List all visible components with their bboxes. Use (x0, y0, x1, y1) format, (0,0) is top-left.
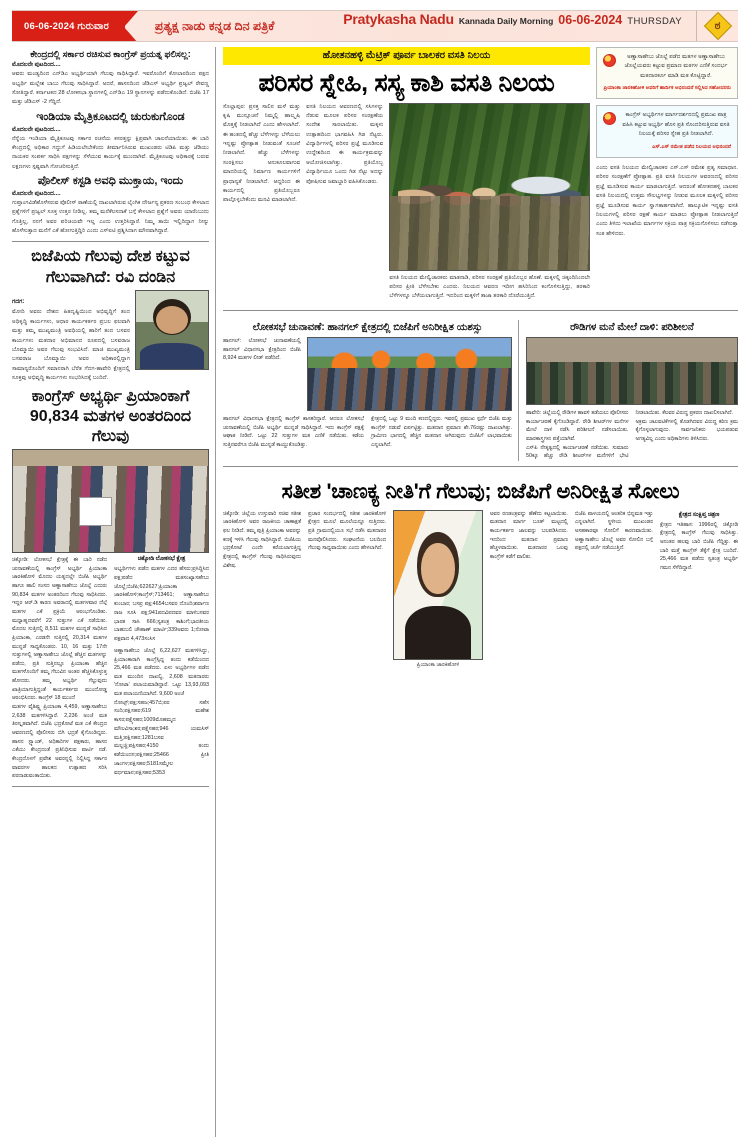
photo-figures (398, 143, 581, 219)
candidate-vote-stats: ಅಭ್ಯರ್ಥಿಗಳು ಪಡೆದ ಮತಗಳ ಎದರ ಹೆಸರು;ಪ್ರಸಿದ್ಧಿಸಿದ ಪಕ್ಷ;ಪಡೆದ ಮತಸಂಖ್ಯಾಸಹೇಬು ಜೊಲ್ಲೆ;ಬಿಜೆಪಿ;622627;ಪ್ರಿಯಾಂಕಾ ಜಾರಕಿಹೋಳಿ;ಕಾಂಗ್ರೆಸ್;713461; ಅಣ್ಣಾಸಾಹೇಬು ಕುಂಬಾರ; ಬಸಪ್ರ ಪಕ್ಷ;4654ಬಸವರ ದೊಂದಿ;ಶರ್ವಾಣ ರಾಜ ಸೂಸಿ ಪಕ್ಷ;941ಪದವಿಪದವರ ಮಾಳಿಬಸವರ ಭಾರತ ಸಾಸಿ 666;ಸ್ವತಂತ್ರ ಕಾಶಿಂಗೆ;ಭಾರತೀಯ ಬಾಹುಬಲಿ ಚೌಹಾಣ್ ಮಾರ್ಟಿ;339ಅವರು 1;ನೋಟಾ ಪಕ್ಷವಾದ 4,473ಸಂಸಿಸ (114, 566, 209, 643)
section-divider (223, 466, 738, 467)
story-4-text-wrap (12, 290, 209, 383)
police-raid-photo (526, 337, 738, 405)
tree-planting-photo (389, 103, 590, 271)
bottom-col-5 (660, 510, 738, 669)
bottom-col-1 (223, 510, 301, 669)
right-rail (596, 47, 738, 305)
section-divider (12, 786, 209, 787)
story-body-col5: ಕ್ಷೇತ್ರದ ಇತಿಹಾಸ: 1996ರಲ್ಲಿ ಚಿಕ್ಕೋಡಿ ಕ್ಷೇತ್ರದಲ್ಲಿ ಕಾಂಗ್ರೆಸ್ ಗೆಲುವು ಸಾಧಿಸಿತ್ತು. ಅನಂತರ ಹಲವು ಬಾರಿ ಬಿಜೆಪಿ ಗೆದ್ದಿತ್ತು. ಈ ಬಾರಿ ಮತ್ತೆ ಕಾಂಗ್ರೆಸ್ ತೆಕ್ಕೆಗೆ ಕ್ಷೇತ್ರ ಬಂದಿದೆ. 25,466 ಮತ ಪಡೆದು ಸ್ವತಂತ್ರ ಅಭ್ಯರ್ಥಿ ಗಮನ ಸೆಳೆದಿದ್ದಾರೆ. (659, 521, 738, 571)
story-kicker: ಮೊದಲನೇ ಪುಟದಿಂದ.... (12, 62, 61, 69)
story-tail-col2: ನೋಟ್ಸ್;ಪಕ್ಷ;ಸಹಜ;457ಬಿ;ಪರ ಸಹೆಸ ಸಂದಿ;ಪಕ್ಷಿಸಹರ;619 ಮಹೇಶ ಕಾಸರ;ಪಕ್ಷ್ಯೆಸಹರ;1009ಮೊಹಮ್ಮದ ಮೌಲವಿಸಾ;ಶರ;ಪಕ್ಷ್ಯೆಸಹರ;946 ಯಮಸಿಸ್ ಮತ್ತಿ;ಪಕ್ಷಿಸಹರ;1281ಬಸವ ಮಲ್ಲಜ್ಜಿ;ಪಕ್ಷಿಸಹರ;4150 ತಂದು ಕಡೆಯಿಂದಸ;ಪಕ್ಷಿಸಹರ;25466 ಪ್ರೀತಿ ಜಾಂಗಳ;ಪಕ್ಷಿಸಹರ;5181ಸಮ್ಮೇಲ ವರ್ಧಮಾನ;ಪಕ್ಷಿಸಹರ;5353 (114, 699, 209, 776)
section-divider (223, 310, 738, 311)
story-headline: ಪೊಲೀಸ್ ಕಸ್ಟಡಿ ಅವಧಿ ಮುಕ್ತಾಯ, ಇಂದು (37, 175, 184, 188)
brand-date: 06-06-2024 (558, 13, 623, 27)
masthead-brand (343, 11, 696, 41)
story-body: ಆವರು ಮಂಡ್ಯದಿಂದ ಎನ್‌ಡಿಎ ಅಭ್ಯರ್ಥಿಯಾಗಿ ಗೆಲುವು ಸಾಧಿಸಿದ್ದಾರೆ. ಇವರೊಂದಿಗೆ ಕೋಲಾರದಿಂದ ಪಕ್ಷದ ಅಭ್ಯರ್ಥಿ ಮಲ್ಲೇಶ ಬಾಬು ಗೆಲುವು ಸಾಧಿಸಿದ್ದಾರೆ. ಅದರೆ, ಹಾಸನದಿಂದ ಜೆಡಿಎಸ್ ಅಭ್ಯರ್ಥಿ ಪ್ರಜ್ವಲ್ ರೇವಣ್ಣ ಸೋತಿದ್ದಾರೆ. ಕರ್ನಾಟಕದ 28 ಲೋಕಸಭಾ ಸ್ಥಾನಗಳಲ್ಲಿ ಎನ್‌ಡಿಎ 19 ಸ್ಥಾನಗಳನ್ನು ಪಡೆದುಕೊಂಡಿದೆ. ಬಿಜೆಪಿ 17 ಮತ್ತು ಜೆಡಿಎಸ್ -2 ಗೆದ್ದಿದೆ. (12, 71, 209, 106)
left-story-2 (12, 111, 209, 172)
story-subhead: ಕ್ಷೇತ್ರದ ಸಂಕ್ಷಿಪ್ತ ಚಿತ್ರಣ (678, 511, 720, 518)
story-headline-line2: 90,834 ಮತಗಳ ಅಂತರದಿಂದ ಗೆಲುವು (29, 408, 192, 445)
bottom-col-2 (308, 510, 386, 669)
story-body-col1: ಹಾನಗಲ್ ವಿಧಾನಸಭಾ ಕ್ಷೇತ್ರದಲ್ಲಿ ಕಾಂಗ್ರೆಸ್ ಶಾಸಕರಿದ್ದಾರೆ. ಆದರೂ ಲೋಕಸಭೆ ಚುನಾವಣೆಯಲ್ಲಿ ಬಿಜೆಪಿ ಅಭ್ಯರ್ಥಿ ಮುನ್ನಡೆ ಸಾಧಿಸಿದ್ದಾರೆ. ಇದು ಕಾಂಗ್ರೆಸ್ ಪಕ್ಷಕ್ಕೆ ಆಘಾತ ನೀಡಿದೆ. ಒಟ್ಟು 22 ಸುತ್ತುಗಳ ಮತ ಎಣಿಕೆ ನಡೆಯಿತು. ಕಡೆಯ ಸುತ್ತಿನವರೆಗೂ ಬಿಜೆಪಿ ಮುನ್ನಡೆ ಕಾಯ್ದುಕೊಂಡಿತ್ತು. (223, 416, 364, 449)
red-bullet-icon (603, 54, 616, 67)
mid-section (223, 320, 738, 461)
group-award-photo (12, 449, 209, 553)
story-intro: ಹಾನಗಲ್: ಲೋಕಸಭೆ ಚುನಾವಣೆಯಲ್ಲಿ ಹಾನಗಲ್ ವಿಧಾನಸಭಾ ಕ್ಷೇತ್ರದಿಂದ ಬಿಜೆಪಿ 8,924 ಮತಗಳ ಲೀಡ್ ಪಡೆದಿದೆ. (223, 338, 301, 362)
story-body-col3: ಅವರ ರಣತಂತ್ರವನ್ನು ಹೆಣೆದು ಕಟ್ಟಲಾಯಿತು. ಮತದಾನ ಮಾರ್ಗ ಬೂತ್ ಮಟ್ಟದಲ್ಲಿ ಕಾರ್ಯಕರ್ತರ ಜಾಲವನ್ನು ಬಲಪಡಿಸಿದರು. ಇದರಿಂದ ಮತದಾನ ಪ್ರಮಾಣ ಹೆಚ್ಚಳವಾಯಿತು. ಮತದಾರರ ಒಲವು ಕಾಂಗ್ರೆಸ್ ಕಡೆಗೆ ವಾಲಿತು. (489, 510, 568, 560)
lead-main (223, 47, 590, 305)
portrait-caption: ಪ್ರಿಯಾಂಕಾ ಜಾರಕಿಹೋಳಿ (416, 661, 460, 668)
mid-a-top (223, 337, 512, 411)
left-story-4 (12, 247, 209, 383)
alert-text: ಕಾಂಗ್ರೆಸ್ ಅಭ್ಯರ್ಥಿಗಳ ಮಾರ್ಗದರ್ಶನದಲ್ಲಿ ಪ್ರಮುಖ ಪಾತ್ರ ವಹಿಸಿ ಕಟ್ಟುವ ಅಭ್ಯರ್ಥಿ ಹೊಸ ಪ್ರತಿ ಸೊಂದರಿಸುತ್ತಿರುವ ವಸತಿ ನಿಲಯಕ್ಕೆ ಪರಿಸರ ಸ್ನೇಹ ಪ್ರತಿ ನೀಡಲಾಗಿದೆ. (622, 112, 730, 138)
rail-alert-box-1 (596, 47, 738, 99)
story-headline: ಇಂಡಿಯಾ ಮೈತ್ರಿಕೂಟದಲ್ಲಿ ಚುರುಕುಗೊಂಡ (36, 110, 185, 123)
logo-glyph: ಠ (714, 19, 721, 32)
lead-columns (223, 103, 590, 305)
story-headline-line1: ಕಾಂಗ್ರೆಸ್ ಅಭ್ಯರ್ಥಿ ಪ್ರಿಯಾಂಕಾಗೆ (31, 387, 190, 405)
left-story-5 (12, 387, 209, 787)
story-body-col3: ಅಕ್ರಮ ಚಟುವಟಿಕೆಗಳಲ್ಲಿ ತೊಡಗಿದವರ ವಿರುದ್ಧ ಕಠಿಣ ಕ್ರಮ ಕೈಗೊಳ್ಳಲಾಗುವುದು. ಸಾರ್ವಜನಿಕರು ಭಯಪಡುವ ಅಗತ್ಯವಿಲ್ಲ ಎಂದು ಅಧಿಕಾರಿಗಳು ತಿಳಿಸಿದರು. (635, 418, 738, 443)
masthead-kannada-title: ಪ್ರತ್ಯಕ್ಷ ನಾಡು ಕನ್ನಡ ದಿನ ಪತ್ರಿಕೆ (154, 18, 275, 33)
alert-row (603, 53, 731, 81)
lead-text-col (223, 103, 300, 305)
portrait-shirt (140, 343, 203, 370)
story-headline: ರೌಡಿಗಳ ಮನೆ ಮೇಲೆ ದಾಳಿ: ಪರಿಶೀಲನೆ (570, 321, 694, 333)
main-content (216, 47, 738, 1137)
bjp-celebration-photo (307, 337, 512, 411)
left-story-3 (12, 175, 209, 236)
story-headline-line1: ಬಿಜೆಪಿಯ ಗೆಲುವು ದೇಶ ಕಟ್ಟುವ (31, 248, 190, 266)
story-5-columns (12, 556, 209, 781)
mid-story-police-raid (525, 320, 738, 461)
brand-name: Pratykasha Nadu (343, 11, 454, 27)
story-kicker: ಮೊದಲನೇ ಪುಟದಿಂದ.... (12, 126, 61, 133)
brand-subtitle: Kannada Daily Morning (458, 16, 554, 26)
story-body-col2: ಪ್ರಚಾರ ಸಂದರ್ಭದಲ್ಲಿ ಸತೀಶ ಜಾರಕಿಹೋಳಿ ಕ್ಷೇತ್ರದ ಮೂಲೆ ಮೂಲೆಯನ್ನೂ ಸುತ್ತಿದರು. ಪ್ರತಿ ಗ್ರಾಮದಲ್ಲಿಯೂ ಸಭೆ ನಡೆಸಿ ಮತದಾರರ ಮನವೊಲಿಸಿದರು. ಸಂಘಟನೆಯ ಬಲದಿಂದ ಗೆಲುವು ಸಾಧ್ಯವಾಯಿತು ಎಂದು ಹೇಳಲಾಗಿದೆ. (308, 510, 387, 552)
story-dateline: ಗದಗ: (12, 299, 25, 306)
story-body-col1: ಚಿಕ್ಕೋಡಿ: ಲೋಕಸಭೆ ಕ್ಷೇತ್ರಕ್ಕೆ ಈ ಬಾರಿ ನಡೆದ ಚುನಾವಣೆಯಲ್ಲಿ ಕಾಂಗ್ರೆಸ್ ಅಭ್ಯರ್ಥಿ ಪ್ರಿಯಾಂಕಾ ಜಾರಕಿಹೋಳಿ ಮೊದಲ ಯತ್ನದಲ್ಲೇ ಬಿಜೆಪಿ ಅಭ್ಯರ್ಥಿ ಹಾಗೂ ಹಾಲಿ ಸಂಸದ ಅಣ್ಣಾಸಾಹೇಬು ಜೊಲ್ಲೆ ಎದುರು 90,834 ಮತಗಳ ಅಂತರದಿಂದ ಗೆಲುವು ಸಾಧಿಸಿದರು. ಇದ್ದರ ಆರ್.ಡಿ ಕಾರಣ ಅವರಾದಲ್ಲಿ ಮತಗಳವಾರ ದೆಲ್ಗೆ ಮತಗಳ ಎಕೆ ಪ್ರಕ್ರಿಯೆ ಆರಂಭಗೊಂಡಿತು. ಮಧ್ಯಾಹ್ನದವರೆಗೆ 22 ಸುತ್ತುಗಳ ಎಕೆ ನಡೆಯಿತು. ಮೊದಲ ಸುತ್ತಿನಲ್ಲಿ 8,511 ಮತಗಳ ಮುನ್ನಡೆ ಸಾಧಿಸಿದ ಪ್ರಿಯಾಂಕಾ, ಎರಡನೇ ಸುತ್ತಿನಲ್ಲಿ 20,314 ಮತಗಳ ಮುನ್ನಡೆ ಸಾಧ್ಯಕೊಂಡರು. 10, 16 ಮತ್ತು 17ನೇ ಸುತ್ತುಗಳಲ್ಲಿ ಅಣ್ಣಾಸಾಹೇಬು ಜೊಲ್ಲೆ ಹೆಚ್ಚಿನ ಮತಗಳನ್ನು ಪಡೆದು, ಪ್ರತಿ ಸುತ್ತಿನಲ್ಲೂ ಪ್ರಿಯಾಂಕಾ ಹೆಚ್ಚಿನ ಮತಗಳೊಂದಿಗೆ ತಮ್ಮ ಗೆಲುವಿನ ಅಂತರ ಹೆಚ್ಚಿಸಿಕೊಳ್ಳುತ್ತ ಹೋದರು. ತಮ್ಮ ಅಭ್ಯರ್ಥಿ ಗೆಲ್ಲುವುದು ಖಾತ್ರಿಯಾಗುತ್ತಿದ್ದಂತೆ ಕಾರ್ಯಕರ್ತರು ಮುಂದೋಡ್ಡ ಆರಂಭಿಸಿದರು. ಕಾಂಗ್ರೆಸ್ 18 ಮುಂದೆ (12, 557, 107, 702)
story-headline: ಕೇಂದ್ರದಲ್ಲಿ ಸರ್ಕಾರ ರಚಿಸುವ ಕಾಂಗ್ರೆಸ್ ಪ್ರಯತ್ನ ಫಲಿಸಲ್ಲ: (30, 49, 191, 59)
masthead-spacer (274, 11, 343, 41)
bottom-headline: ಸತೀಶ 'ಚಾಣಕ್ಯ ನೀತಿ'ಗೆ ಗೆಲುವು; ಬಿಜೆಪಿಗೆ ಅನಿರೀಕ್ಷಿತ ಸೋಲು (281, 480, 680, 504)
lead-headline: ಪರಿಸರ ಸ್ನೇಹಿ, ಸಸ್ಯ ಕಾಶಿ ವಸತಿ ನಿಲಯ (258, 69, 555, 97)
rail-tail-body: ಎಂದು ವಸತಿ ನಿಲಯದ ಮೇಲ್ವಿಚಾರಕರ ಎಸ್.ಎಸ್ ರಮೇಶ ಪ್ರತ್ಯ ಸಮಾಧಾನ. ಪರಿಸರ ಸಂರಕ್ಷಣೆಗೆ ಪ್ರೋತ್ಸಾಹ. ಪ್ರತಿ ವಸತಿ ನಿಲಯಗಳ ಆವರಣದಲ್ಲಿ ಪರಿಸರ ಪ್ರಜ್ಞೆ ಮೂಡಿಸುವ ಕಾರ್ಯ ಮಾಡಲಾಗುತ್ತಿದೆ. ಆದರಂತೆ ಹೋತನಹಳ್ಳಿ ಬಾಲಕರ ವಸತಿ ನಿಲಯದಲ್ಲಿ ಉತ್ತಮ ಸೌಲಭ್ಯಗಳನ್ನು ನೀಡುವ ಮೂಲಕ ಮಕ್ಕಳಲ್ಲಿ ಪರಿಸರ ಪ್ರಜ್ಞೆ ಮೂಡಿಸುವ ಕಾರ್ಯ ಸ್ವಾಗತಾರ್ಹವಾಗಿದೆ. ಹಾಲ್ಕೂಟಿಕ ಇನ್ನಷ್ಟು ವಸತಿ ನಿಲಯಗಳಲ್ಲಿ ಪರಿಸರ ರಕ್ಷಣೆ ಕಾರ್ಯ ಮಾಡಲು ಪ್ರೋತ್ಸಾಹ ನೀಡಲಾಗುತ್ತಿದೆ ಎಂದು ತಿಳಿದು ಇಲಾಖೆಯ ಮಾರ್ಗಗಳ ಸಕ್ರಿಯ ಪಾತ್ರ ಸಕ್ರಿಯಗೊಳಿಸಲು ನಡೆಸುತ್ತಾ ಸಂತ ಹೇಳಿದರು. (596, 164, 738, 237)
alert-credit: ಪ್ರಿಯಾಂಕಾ ಜಾರಕಿಹೋಳಿ ಅವರಿಗೆ ಹಾರ್ದಿಕ ಅಭಿನಂದನೆ ಸಲ್ಲಿಸಿದ ಸಹೋದರರು (603, 85, 731, 92)
masthead-date-flag: 06-06-2024 ಗುರುವಾರ (12, 11, 125, 41)
bottom-col-4 (575, 510, 653, 669)
story-body-col4: ಬಿಜೆಪಿ ಪಾಳಯದಲ್ಲಿ ಆಂತರಿಕ ಭಿನ್ನಮತ ಇತ್ತು ಎನ್ನಲಾಗಿದೆ. ಸ್ಥಳೀಯ ಮುಖಂಡರ ಅಸಹಕಾರವೂ ಸೋಲಿಗೆ ಕಾರಣವಾಯಿತು. ಅಣ್ಣಾಸಾಹೇಬ ಜೊಲ್ಲೆ ಅವರ ಸೋಲಿನ ಬಗ್ಗೆ ಪಕ್ಷದಲ್ಲಿ ಚರ್ಚೆ ನಡೆಯುತ್ತಿದೆ. (574, 510, 653, 552)
left-story-1 (12, 49, 209, 108)
brand-day: THURSDAY (627, 16, 682, 27)
bottom-col-portrait (393, 510, 483, 669)
story-subhead: ಚಿಕ್ಕೋಡಿ ಲೋಕಸಭೆ ಕ್ಷೇತ್ರ (137, 556, 186, 563)
lead-section (223, 47, 738, 305)
story-body-col2: ಮತಗಳ ವೈಶಿಷ್ಟ್ಯ ಪ್ರಿಯಾಂಕಾ 4,459, ಅಣ್ಣಾಸಾಹೇಬು 2,638 ಮತಗಳಿಸಿದ್ದಾರೆ. 2,236 ಅಂಚೆ ಮತ ತಿರಸ್ಕೃತವಾಗಿದೆ. ಬಿಜೆಪಿ ಭದ್ರಕೋಟೆ ಮತ ಎಕೆ ಕೇಂದ್ರದ ಆವರಣದಲ್ಲಿ ಪೊಲೀಸರು ಬಿಗಿ ಭದ್ರತೆ ಕೈಗೊಂಡಿದ್ದರು. ಹಾಸನ ಸ್ಟ್ಯಾಂಡ್, ಅಧಿಕಾರಿಗಳ ಪಕ್ಷಕಾರು, ಹಾಸನ ಎಕೆಯು ಕೇಂದ್ರದಂತೆ ಪ್ರತಿನಿಧಿಸುವ ಪಾರ್ಟಿ ನಡೆ. ಕೇಂದ್ರದೊಳಗೆ ಪ್ರವೇಶ ಅವರನ್ನಲ್ಲಿ ನಿಲ್ಲಿಸಿದ್ದ ಸರ್ಕಾರ ವಾವರಗಳ ಹಾಲಕದ ಉತ್ಸಾಹದ ಸರಿಸಿ ಪರದಾಡುವಂತಾಯಿತು. (12, 704, 107, 780)
story-body: ಮೋದಿ ಅವರು ದೇಶದ ಹಿತದೃಷ್ಟಿಯಿಂದ ಅಭಿವೃದ್ಧಿಗೆ ತಂದ ಅಧಿಕೃದ್ಧಿ ಕಾರ್ಯಗಳು, ಆಧಾರ ಕಾರ್ಯಕರ್ತರ ಪ್ರಬಲ ಫಲವಾಗಿ ಮತ್ತು ತಮ್ಮ ಮುಖ್ಯಮಂತ್ರಿ ಅವಧಿಯಲ್ಲಿ ಹಾರಿಗೆ ತಂದ ಬಸವರ ಕಾರ್ಯಗಳು ಮತದಾರ ಅಭಿಮಾನದ ರೂಪದಲ್ಲಿ ಬಸವರಾಜ ಬೊಮ್ಮಾಯಿ ಅವರ ಗೆಲುವು ಸಂಭವಿಸಿದೆ. ಮಾಜಿ ಮುಖ್ಯಮಂತ್ರಿ ಬಸವರಾಜ ಬೊಮ್ಮಾಯಿ ಅವರ ಅಧಿಕಾರಲ್ಲಿದ್ದಾಗ ಸಾಮಾನ್ಯರೊಂದಿಗೆ ಸಮಾನರಾಗಿ ಬೆರೆತ ಗೆದಗ-ಹಾವೇರಿ ಕ್ಷೇತ್ರದಲ್ಲಿ ಸೂಕ್ತವು ಅಭಿವೃದ್ಧಿ ಕಾರ್ಯಗಳು ಸಂಭರಿಸಿದಕ್ಕೆ ಬಂದಿದೆ. (12, 309, 130, 382)
alert-row (603, 111, 731, 139)
lead-photo-col (389, 103, 590, 305)
story-headline: ಲೋಕಸಭೆ ಚುನಾವಣೆ: ಹಾನಗಲ್ ಕ್ಷೇತ್ರದಲ್ಲಿ ಬಿಜೆಪಿಗೆ ಅನಿರೀಕ್ಷಿತ ಯಶಸ್ಸು (252, 321, 483, 333)
mid-a-intro-col (223, 337, 301, 411)
story-body-col2: ಕ್ಷೇತ್ರದಲ್ಲಿ ಒಟ್ಟು 9 ಮಂದಿ ಕಣದಲ್ಲಿದ್ದರು. ಇವರಲ್ಲಿ ಪ್ರಮುಖ ಸ್ಪರ್ಧೆ ಬಿಜೆಪಿ ಮತ್ತು ಕಾಂಗ್ರೆಸ್ ನಡುವೆ ಏರ್ಪಟ್ಟಿತ್ತು. ಮತದಾನ ಪ್ರಮಾಣ ಶೇ.76ರಷ್ಟು ದಾಖಲಾಗಿತ್ತು. ಗ್ರಾಮೀಣ ಭಾಗದಲ್ಲಿ ಹೆಚ್ಚಿನ ಮತದಾನ ಆಗಿರುವುದು ಬಿಜೆಪಿಗೆ ಲಾಭವಾಯಿತು ಎನ್ನಲಾಗಿದೆ. (371, 416, 512, 449)
lead-body-col1: ಸೊಲ್ಲಾಪುರ: ಪ್ರಸಕ್ತ ಸಾಲಿನ ಮಳೆ ಮತ್ತು ಕೃಷಿ ಮುನ್ಸೂಚನೆ ನಿಮ್ಮಲ್ಲಿ ಹಾಲ್ಕೃಷಿ ಮೊತ್ತಕ್ಕೆ ನೀಡಲಾಗಿದೆ ಎಂದು ಹೇಳಲಾಗಿದೆ. ಈ ಹಂತದಲ್ಲಿ ಹೆಚ್ಚು ಬೆಳೆಗಳನ್ನು ಬೆಳೆಯಲು ಇನ್ನಷ್ಟು ಪ್ರೋತ್ಸಾಹ ನೀಡುವಂತೆ ಸೂಚನೆ ನೀಡಲಾಗಿದೆ. ಹೆಚ್ಚು ಬೆಳೆಗಳನ್ನು ಸಂರಕ್ಷಿಸಲು ಅನುಕೂಲವಾಗುವ ಮಾದರಿಯಲ್ಲಿ ನಿರ್ಮಾಣ ಕಾರ್ಯಗಳಿಗೆ ಪ್ರಾಧಾನ್ಯತೆ ನೀಡಲಾಗಿದೆ. ಆದ್ದರಿಂದ ಈ ಕಾರ್ಯದಲ್ಲಿ ಪ್ರತಿಯೊಬ್ಬರೂ ಪಾಲ್ಗೊಳ್ಳಬೇಕೆಂದು ಮನವಿ ಮಾಡಲಾಗಿದೆ. (223, 103, 301, 204)
portrait-torso (405, 606, 472, 659)
bottom-columns (223, 510, 738, 669)
rail-alert-box-2 (596, 105, 738, 157)
mid-a-columns (223, 415, 512, 450)
lead-body-col2: ವಸತಿ ನಿಲಯದ ಆವರಣದಲ್ಲಿ ಸಸಿಗಳನ್ನು ನೆಡುವ ಮೂಲಕ ಪರಿಸರ ಸಂರಕ್ಷಣೆಯ ಸಂದೇಶ ಸಾರಲಾಯಿತು. ಮಕ್ಕಳು ಉತ್ಸಾಹದಿಂದ ಭಾಗವಹಿಸಿ ಗಿಡ ನೆಟ್ಟರು. ವಿದ್ಯಾರ್ಥಿಗಳಲ್ಲಿ ಪರಿಸರ ಪ್ರಜ್ಞೆ ಮೂಡಿಸುವ ಉದ್ದೇಶದಿಂದ ಈ ಕಾರ್ಯಕ್ರಮವನ್ನು ಆಯೋಜಿಸಲಾಗಿತ್ತು. ಪ್ರತಿಯೊಬ್ಬ ವಿದ್ಯಾರ್ಥಿಯೂ ಒಂದು ಗಿಡ ನೆಟ್ಟು ಅದನ್ನು ಪೋಷಿಸುವ ಜವಾಬ್ದಾರಿ ವಹಿಸಿಕೊಂಡರು. (306, 103, 384, 185)
section-divider (12, 241, 209, 242)
diamond-logo-icon (703, 12, 731, 40)
story-body: ನೆನ್ನೆಯ ಇಂಡಿಯಾ ಮೈತ್ರಿಕೂಟವು ಸರ್ಕಾರ ರಚನೆಯ ಕಸರತ್ತನ್ನು ಕ್ಷಿಪ್ರವಾಗಿ ಚಾಲನೆಯಾಯಿತು. ಈ ಬಾರಿ ಕೇಂದ್ರದಲ್ಲಿ ಅಧಿಕಾರ ಗದ್ದುಗೆ ಹಿಡಿಯಲೇಬೇಕೆಂದು ತೀರ್ಮಾನಿಸಿರುವ ಮುಖಂಡರು ಟಿಡಿಪಿ ಮತ್ತು ಜೆಡಿಯು ನಾಯಕರ ಸಂಪರ್ಕ ಸಾಧಿಸಿ ಪಕ್ಷಗಳನ್ನು ಸೆಳೆಯುವ ಕಾರ್ಯಕ್ಕೆ ಮುಂದಾಗಿವೆ. ಮೈತ್ರಿಕೂಟವು ಅಧಿಕಾರಕ್ಕೆ ಬರುವ ಲಕ್ಷಣಗಳು ಸ್ಪಷ್ಟವಾಗಿ ಗೋಚರಿಸುತ್ತಿದೆ. (12, 135, 209, 170)
red-bullet-icon (603, 112, 616, 125)
page-body (12, 47, 738, 1137)
left-column (12, 47, 216, 1137)
alert-credit: ಎಸ್.ಎಸ್ ರಮೇಶ ಪಡೆದ ನಿಲಯದ ಅಭಿನಂದನೆ (652, 143, 731, 150)
lead-text-col (306, 103, 383, 305)
alert-text: ಅಣ್ಣಾಸಾಹೇಬು ಜೊಲ್ಲೆ ಪಡೆದ ಮತಗಳ ಅಣ್ಣಾಸಾಹೇಬು ಜೊಲ್ಲೆಯವರು ಕಟ್ಟುವ ಪ್ರಮಾಣ ಮತಗಳ ಎಣಿಕೆ ಸಂದರ್ಭ ಮತದಾರರ್ಕೂ ಮಾಡಿ ಮತ ಕೊಟ್ಟಿದ್ದಾರೆ. (624, 54, 728, 79)
lead-body-col3: ವಸತಿ ನಿಲಯದ ಮೇಲ್ವಿಚಾರಕರು ಮಾತನಾಡಿ, ಪರಿಸರ ಸಂರಕ್ಷಣೆ ಪ್ರತಿಯೊಬ್ಬರ ಹೊಣೆ. ಮಕ್ಕಳಲ್ಲಿ ಚಿಕ್ಕಂದಿನಿಂದಲೇ ಪರಿಸರ ಪ್ರೀತಿ ಬೆಳೆಸಬೇಕು ಎಂದರು. ನಿಲಯದ ಆವರಣ ಇದೀಗ ಹಸಿರಿನಿಂದ ಕಂಗೊಳಿಸುತ್ತಿದ್ದು, ತರಕಾರಿ ಬೆಳೆಗಳನ್ನೂ ಬೆಳೆಯಲಾಗುತ್ತಿದೆ. ಇದರಿಂದ ಮಕ್ಕಳಿಗೆ ತಾಜಾ ತರಕಾರಿ ದೊರೆಯುತ್ತಿದೆ. (389, 274, 590, 300)
bottom-section (223, 477, 738, 669)
masthead-logo-container (696, 11, 738, 41)
story-headline-line2: ಗೆಲುವಾಗಿದೆ: ರವಿ ದಂಡಿನ (45, 268, 176, 286)
story-body-col1: ಚಿಕ್ಕೋಡಿ: ಜಿಲ್ಲೆಯ ಉಸ್ತುವಾರಿ ಸಚಿವ ಸತೀಶ ಜಾರಕಿಹೋಳಿ ಅವರ ರಾಜಕೀಯ ಚಾಣಾಕ್ಷತೆ ಫಲ ನೀಡಿದೆ. ತಮ್ಮ ಪುತ್ರಿ ಪ್ರಿಯಾಂಕಾ ಅವರನ್ನು ಕಣಕ್ಕೆ ಇಳಿಸಿ ಗೆಲುವು ಸಾಧಿಸಿದ್ದಾರೆ. ಬಿಜೆಪಿಯ ಭದ್ರಕೋಟೆ ಎಂದೇ ಕರೆಯಲಾಗುತ್ತಿದ್ದ ಕ್ಷೇತ್ರದಲ್ಲಿ ಕಾಂಗ್ರೆಸ್ ಗೆಲುವು ಸಾಧಿಸಿರುವುದು ವಿಶೇಷ. (223, 510, 302, 569)
priyanka-jarkiholi-portrait (393, 510, 483, 660)
mid-story-hanagal (223, 320, 519, 461)
story-kicker: ಮೊದಲನೇ ಪುಟದಿಂದ.... (12, 190, 61, 197)
story-tail-col1: ಅಣ್ಣಾಸಾಹೇಬು ಜೊಲ್ಲೆ 6,22,627 ಮತಗಳಿಸಿದ್ದು, ಪ್ರಿಯಾಂಕಾರಾಗಿ ಕಾಂಗ್ರೆಸ್ಸಿದ್ದ ತಂದು ಕಡೆಯಿಂದದ 25,466 ಮತ ಪಡೆದರು. ಏಳು ಅಭ್ಯರ್ಥಿಗಳ ಪಡೆದ ಮತ ಮುಂದಿನ ದಾಖಲ್ಯಿ, 2,608 ಮತದಾರರು 'ನೋಟಾ' ಪಲಾಯಮಾಡಿದ್ದಾರೆ. ಒಟ್ಟು 13,93,093 ಮತ ಪಲಾಯಣಿಯಾಗಿದೆ. 9,600 ಅಂಚೆ (114, 647, 209, 698)
mid-a-photo-col (307, 337, 512, 411)
bottom-col-3 (490, 510, 568, 669)
story-body-col1: ಹಾವೇರಿ: ಜಿಲ್ಲೆಯಲ್ಲಿ ರೌಡಿಗಳ ಹಾವಳಿ ತಡೆಯಲು ಪೊಲೀಸರು ಕಾರ್ಯಾಚರಣೆ ಕೈಗೊಂಡಿದ್ದಾರೆ. ರೌಡಿ ಶೀಟರ್‌ಗಳ ಮನೆಗಳ ಮೇಲೆ ದಾಳಿ ನಡೆಸಿ ಪರಿಶೀಲನೆ ನಡೆಸಲಾಯಿತು. ಮಾರಕಾಸ್ತ್ರಗಳು ಪತ್ತೆಯಾಗಿವೆ. (526, 410, 629, 443)
lead-yellow-strip: ಹೋತನಹಳ್ಳಿ ಮೆಟ್ರಿಕ್ ಪೂರ್ವ ಬಾಲಕರ ವಸತಿ ನಿಲಯ (223, 47, 590, 65)
mid-b-columns (526, 409, 738, 461)
ravi-dandin-portrait-photo (135, 290, 209, 370)
masthead (12, 10, 738, 42)
story-body: ಗುಪ್ತಾಂಗವಿಡೆಹೊಳೆಸರುವ ಪೊಲೀಸ್ ಠಾಣೆಯಲ್ಲಿ ದಾಖಲಾಗಿರುವ ಲೈಂಗಿಕ ದೌರ್ಜನ್ಯ ಪ್ರಕರಣ ಸಂಬಂಧ ಕೇಳಲಾದ ಪ್ರಶ್ನೆಗಳಿಗೆ ಪ್ರಜ್ವಲ್ ಸೂಕ್ತ ಉತ್ತರ ನೀಡಿಲ್ಲ. ತಮ್ಮ ಮನೆಕೆಲಸದಾಕೆ ಬಗ್ಗೆ ಕೇಳಲಾದ ಪ್ರಶ್ನೆಗೆ ಅವರು ಯಾರೆಂಬುದು ಗೊತ್ತಿಲ್ಲ, ನನಗೆ ಅವರ ಪರಿಚಯವೇ ಇಲ್ಲ ಎಂದು ಉತ್ತರಿಸಿದ್ದಾರೆ. ನಿಮ್ಮ ತಾಯಿ ಇಲ್ಲಿದಿದ್ದಾಗ ನೀನ್ಯು ಹೊಳೆಸುತ್ತಾದ ಮನೆಗೆ ಎಕೆ ಹೋಗುತ್ತಿದ್ದಿರಿ ಎಂದು ಎಸ್‌ಐಟಿ ಪ್ರಶ್ನಿಸಿದಾಗ ಮೌನವಾಗಿದ್ದಾರೆ. (12, 199, 209, 235)
story-body-col2: ಎಸ್‌ಪಿ ನೇತೃತ್ವದಲ್ಲಿ ಕಾರ್ಯಾಚರಣೆ ನಡೆಯಿತು. ಸುಮಾರು 50ಕ್ಕೂ ಹೆಚ್ಚು ರೌಡಿ ಶೀಟರ್‌ಗಳ ಮನೆಗಳಿಗೆ ಭೇಟಿ ನೀಡಲಾಯಿತು. ಕೆಲವರ ವಿರುದ್ಧ ಪ್ರಕರಣ ದಾಖಲಿಸಲಾಗಿದೆ. (526, 410, 733, 460)
